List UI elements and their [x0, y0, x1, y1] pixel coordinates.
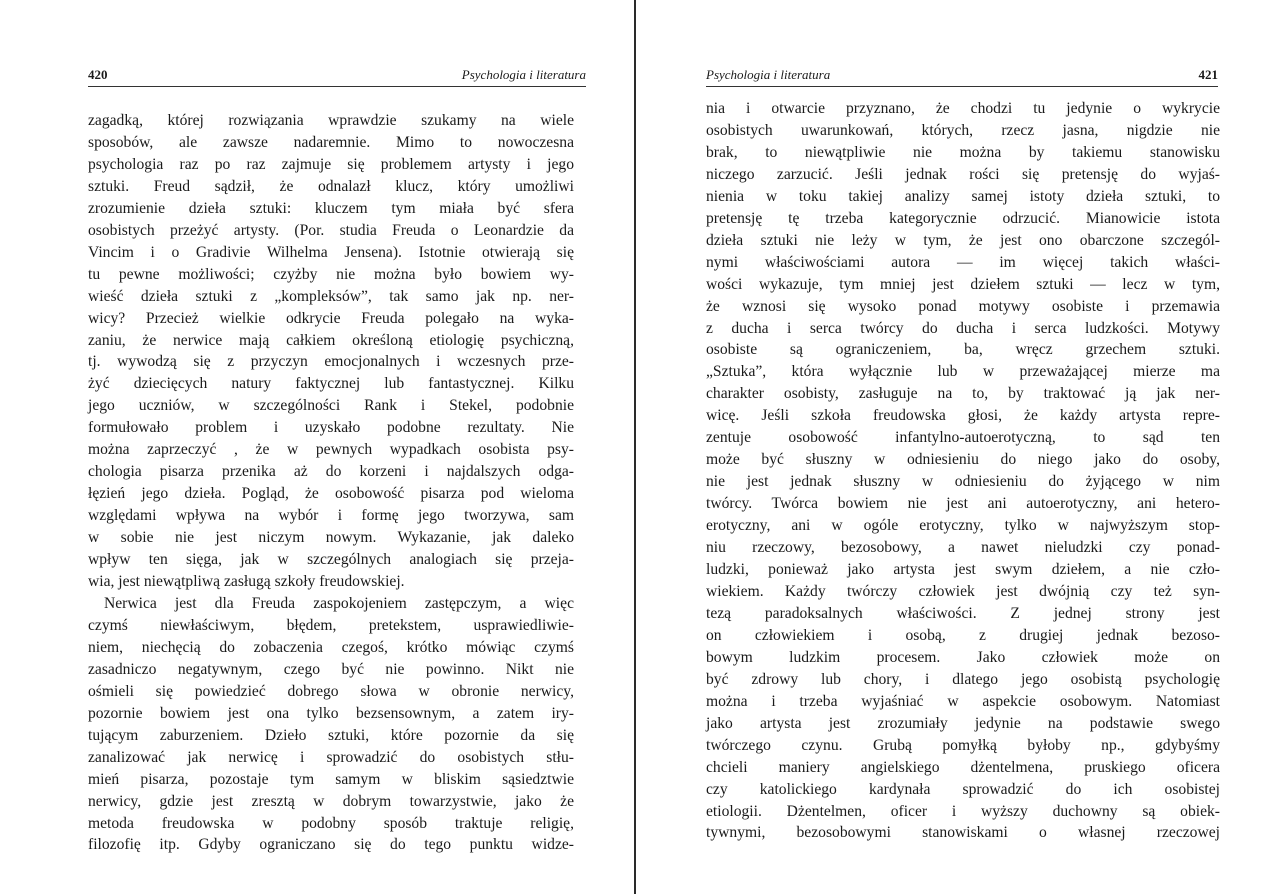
- text-line: bowym ludzkim procesem. Jako człowiek może on: [706, 648, 1220, 666]
- text-line: tu pewne możliwości; czyżby nie można było bowiem wy-: [88, 265, 574, 283]
- running-title: Psychologia i literatura: [461, 67, 586, 82]
- right-page-body-text: [706, 98, 1220, 844]
- text-line: nymi właściwościami autora — im więcej takich właści-: [706, 253, 1220, 271]
- text-line: niem, niechęcią do zobaczenia czegoś, krótko mówiąc czymś: [88, 638, 574, 656]
- text-line: żyć dziecięcych natury faktycznej lub fantastycznej. Kilku: [88, 375, 574, 393]
- text-line: tezą paradoksalnych właściwości. Z jednej strony jest: [706, 604, 1220, 622]
- right-page-header: [706, 64, 1218, 87]
- text-line: ośmieli się powiedzieć dobrego słowa w obronie nerwicy,: [88, 682, 574, 700]
- text-line: łęzień jego dzieła. Pogląd, że osobowość pisarza pod wieloma: [88, 485, 574, 503]
- text-line: czymś niewłaściwym, błędem, pretekstem, usprawiedliwie-: [88, 616, 574, 634]
- text-line: osobistych uwarunkowań, których, rzecz jasna, nigdzie nie: [706, 121, 1220, 139]
- text-line: sztuki. Freud sądził, że odnalazł klucz, który umożliwi: [88, 177, 574, 195]
- right-page: [636, 0, 1262, 894]
- text-line: osobiste są ograniczeniem, ba, wręcz grzechem sztuki.: [706, 341, 1220, 359]
- text-line: wia, jest niewątpliwą zasługą szkoły freudowskiej.: [88, 573, 405, 591]
- text-line: niczego zarzucić. Jeśli jednak rości się pretensję do wyjaś-: [706, 165, 1220, 183]
- text-line: wości wykazuje, tym mniej jest dziełem sztuki — lecz w tym,: [706, 275, 1220, 293]
- text-line: nia i otwarcie przyznano, że chodzi tu jedynie o wykrycie: [706, 100, 1220, 117]
- text-line: ludzki, ponieważ jako artysta jest swym dziełem, a nie czło-: [706, 561, 1220, 579]
- text-line: nerwicy, gdzie jest zresztą w dobrym towarzystwie, jako że: [88, 792, 574, 810]
- text-line: wicę. Jeśli szkoła freudowska głosi, że każdy artysta repre-: [706, 407, 1220, 425]
- text-line: etiologii. Dżentelmen, oficer i wyższy duchowny są obiek-: [706, 802, 1220, 820]
- left-page-body-text: [88, 110, 574, 856]
- page-number: 421: [1198, 67, 1218, 82]
- text-line: chologia pisarza przenika aż do korzeni i najdalszych odga-: [88, 463, 574, 481]
- text-line: wicy? Przecież wielkie odkrycie Freuda polegało na wyka-: [88, 309, 574, 327]
- text-line: z ducha i serca twórcy do ducha i serca ludzkości. Motywy: [706, 319, 1220, 337]
- left-page-header: [88, 64, 586, 87]
- text-line: jego uczniów, w szczególności Rank i Stekel, podobnie: [88, 397, 574, 415]
- text-line: nie jest jednak słuszny w odniesieniu do żyjącego w nim: [706, 473, 1220, 491]
- text-line: metoda freudowska w podobny sposób traktuje religię,: [88, 814, 574, 832]
- text-line: względami wpływa na wybór i formę jego tworzywa, sam: [88, 507, 574, 525]
- text-line: wpływ ten sięga, jak w szczególnych analogiach się przeja-: [88, 551, 574, 569]
- text-line: wieść dzieła sztuki z „kompleksów”, tak samo jak np. ner-: [88, 287, 574, 305]
- text-line: formułowało problem i uzyskało podobne rezultaty. Nie: [88, 419, 574, 437]
- text-line: można zaprzeczyć , że w pewnych wypadkach osobista psy-: [88, 441, 574, 459]
- text-line: tj. wywodzą się z przyczyn emocjonalnych i wczesnych prze-: [88, 353, 574, 371]
- text-line: mień pisarza, pozostaje tym samym w bliskim sąsiedztwie: [88, 770, 574, 788]
- text-line: twórcy. Twórca bowiem nie jest ani autoerotyczny, ani hetero-: [706, 495, 1220, 513]
- text-line: w sobie nie jest niczym nowym. Wykazanie, jak daleko: [88, 529, 574, 547]
- text-line: filozofię itp. Gdyby ograniczano się do tego punktu widze-: [88, 836, 574, 854]
- text-line: zentuje osobowość infantylno-autoerotyczną, to sąd ten: [706, 429, 1220, 447]
- text-line: tującym zaburzeniem. Dzieło sztuki, które pozornie da się: [88, 726, 574, 744]
- text-line: jako artysta jest zrozumiały jedynie na podstawie swego: [706, 714, 1220, 732]
- text-line: charakter osobisty, zasługuje na to, by traktować ją jak ner-: [706, 385, 1220, 403]
- text-line: może być słuszny w odniesieniu do niego jako do osoby,: [706, 451, 1220, 469]
- text-line: czy katolickiego kardynała sprowadzić do ich osobistej: [706, 780, 1220, 798]
- text-line: zasadniczo negatywnym, czego być nie powinno. Nikt nie: [88, 660, 574, 678]
- text-line: zanalizować jak nerwicę i sprowadzić do osobistych stłu-: [88, 748, 574, 766]
- text-line: nienia w toku takiej analizy samej istoty dzieła sztuki, to: [706, 187, 1220, 205]
- running-title: Psychologia i literatura: [706, 67, 831, 82]
- text-line: sposobów, ale zawsze nadaremnie. Mimo to nowoczesna: [88, 133, 574, 151]
- text-line: psychologia raz po raz zajmuje się problemem artysty i jego: [88, 155, 574, 173]
- text-line: zagadką, której rozwiązania wprawdzie szukamy na wiele: [88, 112, 574, 129]
- text-line: erotyczny, ani w ogóle erotyczny, tylko w najwyższym stop-: [706, 517, 1220, 535]
- text-line: zaniu, że nerwice mają całkiem określoną etiologię psychiczną,: [88, 331, 574, 349]
- text-line: osobistych przeżyć artysty. (Por. studia Freuda o Leonardzie da: [88, 221, 574, 239]
- text-line: być zdrowy lub chory, i dlatego jego osobistą psychologię: [706, 670, 1220, 688]
- text-line: niu rzeczowy, bezosobowy, a nawet nieludzki czy ponad-: [706, 539, 1220, 557]
- text-line: Vincim i o Gradivie Wilhelma Jensena). Istotnie otwierają się: [88, 243, 574, 261]
- text-line: „Sztuka”, która wyłącznie lub w przeważającej mierze ma: [706, 363, 1220, 381]
- text-line: że wznosi się wysoko ponad motywy osobiste i przemawia: [706, 297, 1220, 315]
- text-line: zrozumienie dzieła sztuki: kluczem tym miała być sfera: [88, 199, 574, 217]
- text-line: pozornie bowiem jest ona tylko bezsensownym, a zatem iry-: [88, 704, 574, 722]
- text-line: można i trzeba wyjaśniać w aspekcie osobowym. Natomiast: [706, 692, 1220, 710]
- text-line: wiekiem. Każdy twórczy człowiek jest dwójnią czy też syn-: [706, 582, 1220, 600]
- text-line: Nerwica jest dla Freuda zaspokojeniem zastępczym, a więc: [104, 594, 574, 612]
- text-line: pretensję tę trzeba kategorycznie odrzucić. Mianowicie istota: [706, 209, 1220, 227]
- text-line: dzieła sztuki nie leży w tym, że jest ono obarczone szczegól-: [706, 231, 1220, 249]
- left-page: [0, 0, 620, 894]
- text-line: on człowiekiem i osobą, z drugiej jednak bezoso-: [706, 626, 1220, 644]
- text-line: brak, to niewątpliwie nie można by takiemu stanowisku: [706, 143, 1220, 161]
- text-line: twórczego czynu. Grubą pomyłką byłoby np., gdybyśmy: [706, 736, 1220, 754]
- page-number: 420: [88, 67, 108, 82]
- text-line: chcieli maniery angielskiego dżentelmena, pruskiego oficera: [706, 758, 1220, 776]
- text-line: tywnymi, bezosobowymi stanowiskami o własnej rzeczowej: [706, 824, 1220, 842]
